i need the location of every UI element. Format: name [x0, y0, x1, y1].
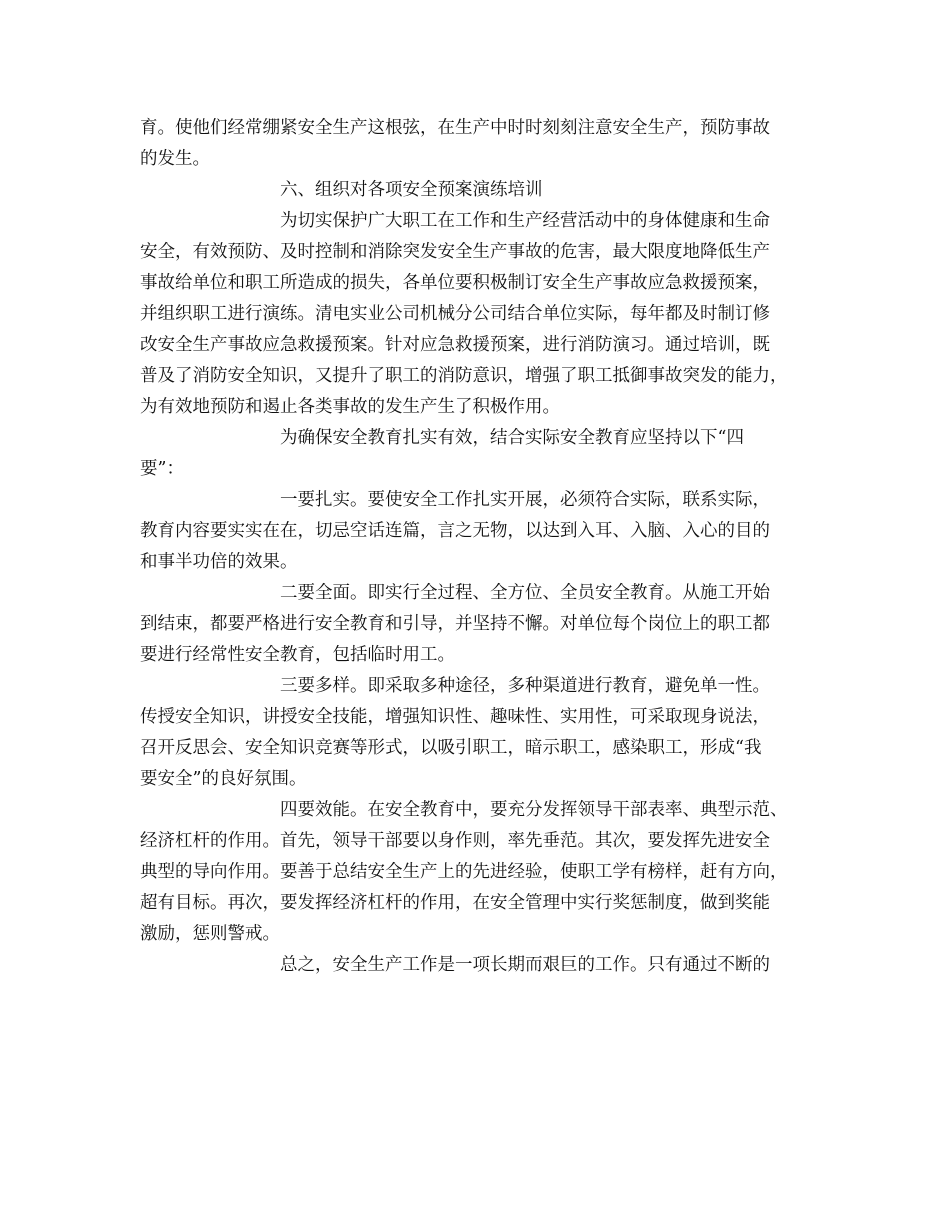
- text-line: 要”：: [140, 459, 184, 479]
- text-line: 的发生。: [140, 149, 210, 169]
- section-heading: [140, 175, 830, 206]
- paragraph-drill-training: [140, 206, 830, 423]
- paragraph-requirement-effective: [140, 795, 830, 950]
- text-line: 和事半功倍的效果。: [140, 552, 298, 572]
- text-line: 为有效地预防和遏止各类事故的发生产生了积极作用。: [140, 397, 560, 417]
- text-line: 为确保安全教育扎实有效，结合实际安全教育应坚持以下“四: [280, 428, 744, 448]
- text-line: 普及了消防安全知识，又提升了职工的消防意识，增强了职工抵御事故突发的能力，: [140, 366, 788, 386]
- paragraph-requirement-comprehensive: [140, 578, 830, 671]
- text-line: 四要效能。在安全教育中，要充分发挥领导干部表率、典型示范、: [280, 800, 788, 820]
- text-line: 总之，安全生产工作是一项长期而艰巨的工作。只有通过不断的: [280, 955, 770, 975]
- text-line: 召开反思会、安全知识竞赛等形式，以吸引职工，暗示职工，感染职工，形成“我: [140, 738, 762, 758]
- text-line: 教育内容要实实在在，切忌空话连篇，言之无物，以达到入耳、入脑、入心的目的: [140, 521, 770, 541]
- paragraph-four-requirements-intro: [140, 423, 830, 485]
- document-body: [140, 113, 830, 981]
- text-line: 传授安全知识，讲授安全技能，增强知识性、趣味性、实用性，可采取现身说法，: [140, 707, 770, 727]
- text-line: 典型的导向作用。要善于总结安全生产上的先进经验，使职工学有榜样，赶有方向，: [140, 862, 788, 882]
- paragraph-requirement-solid: [140, 485, 830, 578]
- paragraph-requirement-diverse: [140, 671, 830, 795]
- text-line: 到结束，都要严格进行安全教育和引导，并坚持不懈。对单位每个岗位上的职工都: [140, 614, 770, 634]
- text-line: 激励，惩则警戒。: [140, 924, 280, 944]
- text-line: 一要扎实。要使安全工作扎实开展，必须符合实际，联系实际，: [280, 490, 770, 510]
- text-line: 安全，有效预防、及时控制和消除突发安全生产事故的危害，最大限度地降低生产: [140, 242, 770, 262]
- text-line: 三要多样。即采取多种途径，多种渠道进行教育，避免单一性。: [280, 676, 770, 696]
- section-heading-text: 六、组织对各项安全预案演练培训: [280, 180, 543, 200]
- text-line: 事故给单位和职工所造成的损失，各单位要积极制订安全生产事故应急救援预案，: [140, 273, 770, 293]
- text-line: 超有目标。再次，要发挥经济杠杆的作用，在安全管理中实行奖惩制度，做到奖能: [140, 893, 770, 913]
- text-line: 为切实保护广大职工在工作和生产经营活动中的身体健康和生命: [280, 211, 770, 231]
- text-line: 二要全面。即实行全过程、全方位、全员安全教育。从施工开始: [280, 583, 770, 603]
- text-line: 改安全生产事故应急救援预案。针对应急救援预案，进行消防演习。通过培训，既: [140, 335, 770, 355]
- text-line: 并组织职工进行演练。清电实业公司机械分公司结合单位实际，每年都及时制订修: [140, 304, 770, 324]
- text-line: 要安全”的良好氛围。: [140, 769, 307, 789]
- paragraph-conclusion: [140, 950, 830, 981]
- text-line: 要进行经常性安全教育，包括临时用工。: [140, 645, 455, 665]
- paragraph-continuation: [140, 113, 830, 175]
- text-line: 育。使他们经常绷紧安全生产这根弦，在生产中时时刻刻注意安全生产，预防事故: [140, 118, 770, 138]
- text-line: 经济杠杆的作用。首先，领导干部要以身作则，率先垂范。其次，要发挥先进安全: [140, 831, 770, 851]
